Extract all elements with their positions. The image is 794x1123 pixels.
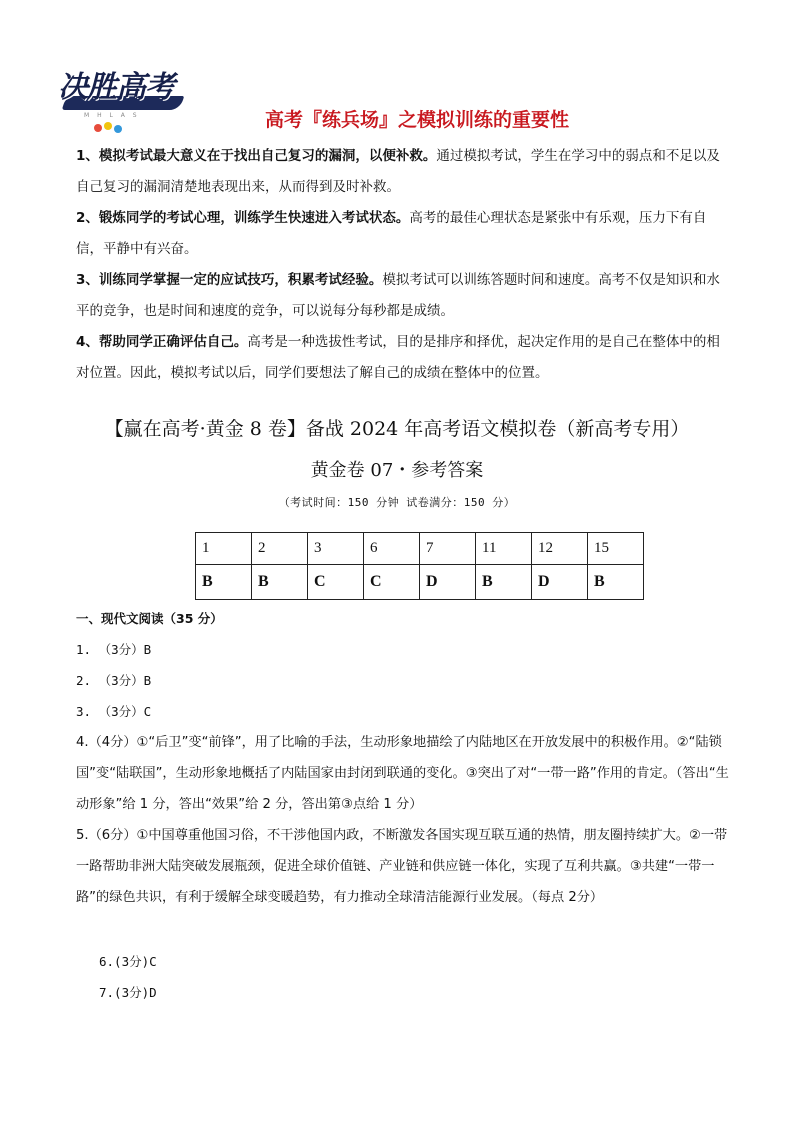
answer-table (195, 532, 644, 600)
answer-q2: 2. （3分）B (76, 673, 152, 688)
question-number-cell: 3 (308, 533, 364, 565)
question-number-cell: 12 (532, 533, 588, 565)
promo-item-text: 高考是一种选拔性考试，目的是排序和择优，起决定作用的是自己在整体中的相对位置。因此，模拟考试以后，同学们要想法了解自己的成绩在整体中的位置。 (76, 334, 720, 381)
answer-cell: B (588, 565, 644, 600)
answer-q3: 3. （3分）C (76, 704, 152, 719)
answer-cell: C (364, 565, 420, 600)
answer-q1: 1. （3分）B (76, 642, 152, 657)
question-number-cell: 2 (252, 533, 308, 565)
answer-q5: 5.（6分）①中国尊重他国习俗，不干涉他国内政，不断激发各国实现互联互通的热情，朋友圈持续扩大。②一带一路帮助非洲大陆突破发展瓶颈，促进全球价值链、产业链和供应链一体化，实现了互利共赢。③共建“一带一路”的绿色共识，有利于缓解全球变暖趋势，有力推动全球清洁能源行业发展。（每点 2分） (76, 828, 728, 905)
promo-item-text: 模拟考试可以训练答题时间和速度。高考不仅是知识和水平的竞争，也是时间和速度的竞争，可以说每分每秒都是成绩。 (76, 272, 720, 319)
question-number-cell: 7 (420, 533, 476, 565)
question-number-row (196, 533, 644, 565)
promo-item-bold: 3、训练同学掌握一定的应试技巧，积累考试经验。 (76, 272, 383, 288)
question-number-cell: 11 (476, 533, 532, 565)
logo-subtext: M H L A S (84, 112, 140, 119)
answer-cell: B (196, 565, 252, 600)
document-subtitle: 黄金卷 07・参考答案 (310, 460, 484, 481)
document-title: 【赢在高考·黄金 8 卷】备战 2024 年高考语文模拟卷（新高考专用） (104, 418, 690, 440)
answer-cell: C (308, 565, 364, 600)
section-heading: 一、现代文阅读（35 分） (76, 611, 223, 626)
answer-cell: D (420, 565, 476, 600)
promo-item-4 (76, 327, 730, 389)
promo-item-bold: 2、锻炼同学的考试心理，训练学生快速进入考试状态。 (76, 210, 410, 226)
promo-item-bold: 1、模拟考试最大意义在于找出自己复习的漏洞，以便补救。 (76, 148, 437, 164)
answer-q6: 6.(3分)C (99, 954, 157, 969)
question-number-cell: 15 (588, 533, 644, 565)
question-number-cell: 1 (196, 533, 252, 565)
answer-q7: 7.(3分)D (99, 985, 157, 1000)
answer-row (196, 565, 644, 600)
promo-item-1 (76, 141, 730, 203)
promo-item-3 (76, 265, 730, 327)
answer-q4: 4.（4分）①“后卫”变“前锋”，用了比喻的手法，生动形象地描绘了内陆地区在开放发展中的积极作用。②“陆锁国”变“陆联国”，生动形象地概括了内陆国家由封闭到联通的变化。③突出了对“一带一路”作用的肯定。（答出“生动形象”给 1 分，答出“效果”给 2 分，答出第③点给 1 分） (76, 735, 729, 812)
promo-item-text: 通过模拟考试，学生在学习中的弱点和不足以及自己复习的漏洞清楚地表现出来，从而得到及时补救。 (76, 148, 720, 195)
logo-text: 决胜高考 (58, 70, 174, 105)
answer-cell: B (476, 565, 532, 600)
exam-info: （考试时间：150 分钟 试卷满分：150 分） (278, 496, 516, 509)
promo-item-2 (76, 203, 730, 265)
question-number-cell: 6 (364, 533, 420, 565)
answer-cell: D (532, 565, 588, 600)
promo-title: 高考『练兵场』之模拟训练的重要性 (264, 109, 569, 131)
answer-cell: B (252, 565, 308, 600)
promo-item-bold: 4、帮助同学正确评估自己。 (76, 334, 248, 350)
promo-item-text: 高考的最佳心理状态是紧张中有乐观，压力下有自信，平静中有兴奋。 (76, 210, 707, 257)
